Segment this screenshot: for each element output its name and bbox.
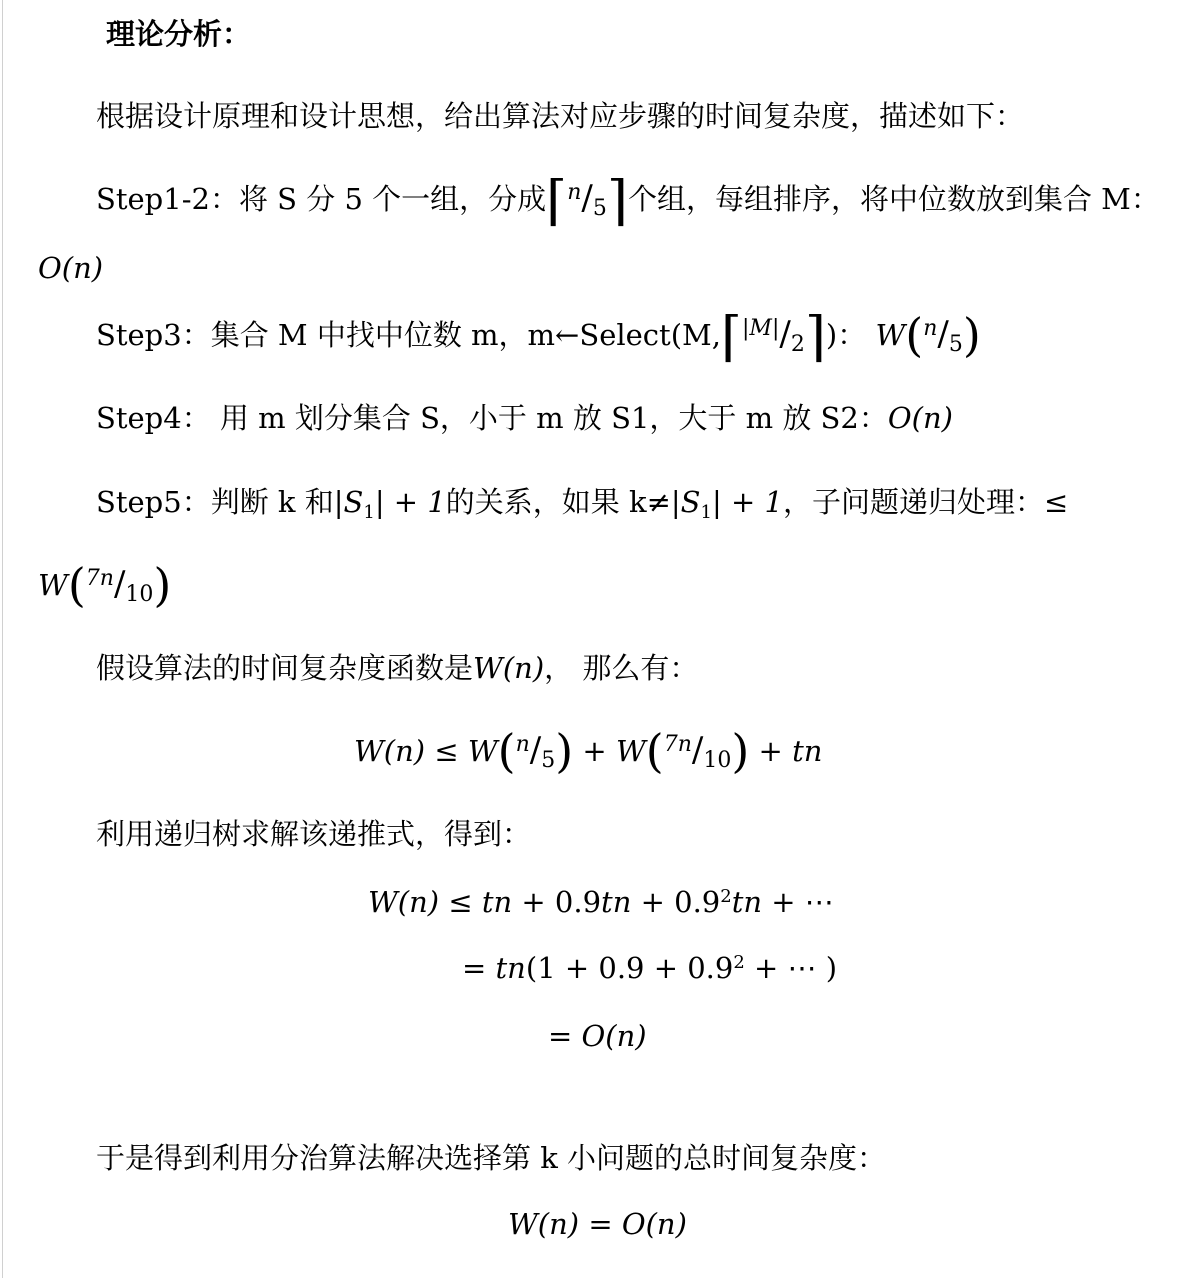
step3-w: W — [875, 318, 906, 352]
step3-line: Step3：集合 M 中找中位数 m，$m\leftarrow Select(M,⌈^{|M|}/_2⌉)$： $W(^n/_5)$ — [96, 305, 981, 368]
left-margin-line — [2, 0, 3, 1278]
final-equation: W(n) = O(n) — [508, 1207, 687, 1241]
step3-text-b: )： — [825, 318, 867, 352]
step1-2-line: Step1-2：将 S 分 5 个一组，分成$⌈^n/_5⌉$个组，每组排序，将中位数放到集合 M： — [96, 169, 1160, 232]
derivation-line-3: = O(n) — [548, 1019, 647, 1053]
step5-w: W — [38, 568, 68, 602]
assumption-w: W(n) — [473, 651, 545, 685]
section-heading: 理论分析： — [106, 17, 252, 51]
derivation-line-2: = $tn(1 + 0.9 + 0.9^2$ + ⋯ ) — [462, 951, 838, 985]
step5-text-b: 的关系，如果 k≠ — [445, 485, 671, 519]
conclusion-text: 于是得到利用分治算法解决选择第 k 小问题的总时间复杂度： — [96, 1141, 887, 1175]
assumption-text-c: ， 那么有： — [544, 651, 699, 685]
recurrence-equation: $W(n) \le W(^n/_5) + W(^{7n}/_{10})$ + tn — [354, 724, 823, 778]
step4-line — [96, 400, 953, 436]
step1-2-text-a: Step1-2：将 S 分 5 个一组，分成 — [96, 182, 547, 216]
step4-text-a: Step4： 用 m 划分集合 S，小于 m 放 S1，大于 m 放 S2： — [96, 401, 888, 435]
assumption-line — [96, 650, 698, 686]
step3-text-a: Step3：集合 M 中找中位数 m，m←Select(M, — [96, 318, 721, 352]
step5-text-c: ，子问题递归处理：≤ — [782, 485, 1069, 519]
intro-paragraph: 根据设计原理和设计思想，给出算法对应步骤的时间复杂度，描述如下： — [96, 99, 1025, 133]
step5-line: Step5：判断 k 和$|S_1| + 1$的关系，如果 $k\ne|S_1| + 1$，子问题递归处理：≤ — [96, 485, 1069, 523]
derivation-line-1: W(n) ≤ tn + $0.9tn + 0.9^2tn$ + ⋯ — [368, 885, 834, 919]
step4-complexity: O(n) — [887, 401, 953, 435]
assumption-text-a: 假设算法的时间复杂度函数是 — [96, 651, 474, 685]
step5-text-a: Step5：判断 k 和 — [96, 485, 334, 519]
step1-2-text-b: 个组，每组排序，将中位数放到集合 M： — [627, 182, 1160, 216]
step5-complexity: $W(^{7n}/_{10})$ — [38, 558, 172, 612]
recursion-tree-text: 利用递归树求解该递推式，得到： — [96, 817, 532, 851]
step1-2-complexity: O(n) — [38, 251, 104, 285]
